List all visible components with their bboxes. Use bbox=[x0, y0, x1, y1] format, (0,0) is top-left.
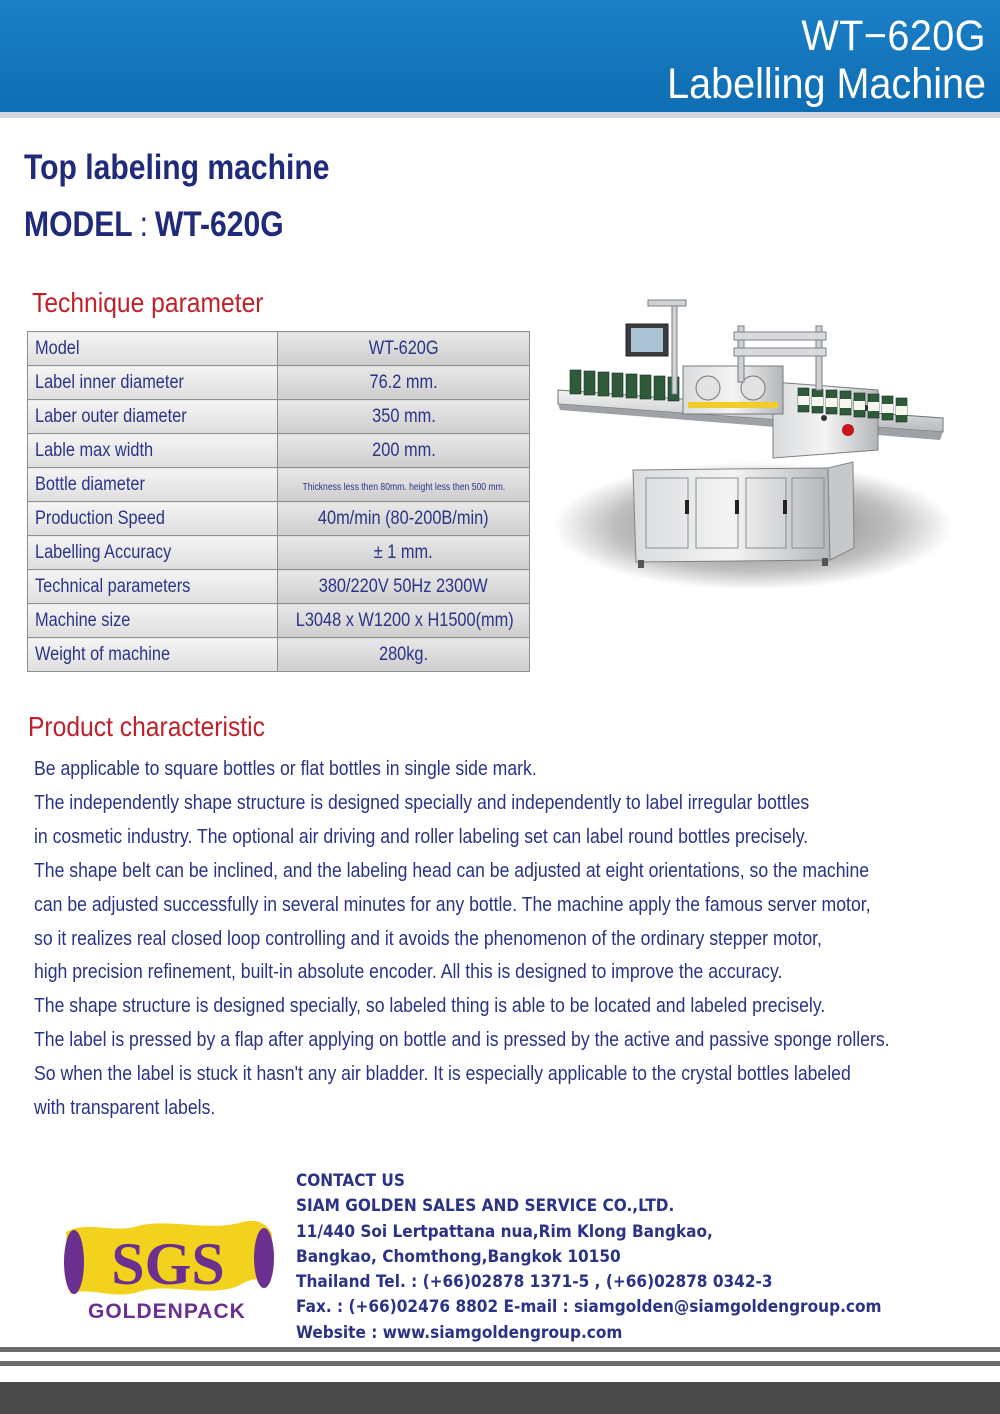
description-line: The independently shape structure is designed specially and independently to label irregular bottles bbox=[34, 790, 810, 814]
header-title bbox=[386, 12, 986, 108]
logo-mark: SGS bbox=[111, 1231, 225, 1297]
spec-value: 350 mm. bbox=[371, 405, 436, 427]
contact-block bbox=[296, 1168, 986, 1345]
spec-value: 280kg. bbox=[378, 643, 429, 665]
header-banner bbox=[0, 0, 1000, 118]
address-line: Bangkao, Chomthong,Bangkok 10150 bbox=[296, 1246, 621, 1266]
fax-email-line: Fax. : (+66)02476 8802 E-mail : siamgolden@siamgoldengroup.com bbox=[296, 1297, 882, 1317]
phone-line: Thailand Tel. : (+66)02878 1371-5 , (+66)02878 0342-3 bbox=[296, 1272, 773, 1292]
table-row bbox=[28, 502, 530, 536]
description-line: The label is pressed by a flap after applying on bottle and is pressed by the active and passive sponge rollers. bbox=[34, 1028, 890, 1052]
contact-heading: CONTACT US bbox=[296, 1171, 405, 1190]
model-value: WT-620G bbox=[154, 205, 284, 244]
table-row bbox=[28, 332, 530, 366]
spec-value: 40m/min (80-200B/min) bbox=[318, 507, 489, 529]
description-line: Be applicable to square bottles or flat bottles in single side mark. bbox=[34, 757, 537, 780]
description-line: high precision refinement, built-in absolute encoder. All this is designed to improve the accuracy. bbox=[34, 960, 783, 984]
description-line: So when the label is stuck it hasn't any air bladder. It is especially applicable to the crystal bottles labeled bbox=[34, 1062, 851, 1086]
table-row bbox=[28, 468, 530, 502]
header-product: Labelling Machine bbox=[667, 60, 986, 108]
description-line: can be adjusted successfully in several minutes for any bottle. The machine apply the famous server motor, bbox=[34, 892, 871, 916]
machine-image bbox=[548, 290, 958, 590]
spec-key: Lable max width bbox=[35, 439, 154, 461]
table-row bbox=[28, 604, 530, 638]
spec-key: Label inner diameter bbox=[35, 371, 184, 393]
spec-key: Laber outer diameter bbox=[35, 405, 187, 427]
page-title: Top labeling machine bbox=[24, 148, 330, 187]
spec-key: Bottle diameter bbox=[35, 473, 145, 495]
technique-heading: Technique parameter bbox=[32, 287, 264, 318]
table-row bbox=[28, 400, 530, 434]
table-row bbox=[28, 570, 530, 604]
logo-name: GOLDENPACK bbox=[88, 1300, 246, 1323]
spec-key: Model bbox=[35, 337, 80, 359]
table-row bbox=[28, 638, 530, 672]
spec-value: 76.2 mm. bbox=[369, 371, 438, 393]
footer-stripe bbox=[0, 1347, 1000, 1352]
model-label: MODEL bbox=[24, 205, 133, 244]
spec-key: Production Speed bbox=[35, 507, 165, 529]
footer-stripe bbox=[0, 1361, 1000, 1366]
description-line: The shape belt can be inclined, and the labeling head can be adjusted at eight orientations, so the machine bbox=[34, 858, 870, 882]
product-description bbox=[34, 752, 994, 1125]
description-line: so it realizes real closed loop controlling and it avoids the phenomenon of the ordinary stepper motor, bbox=[34, 926, 822, 950]
spec-key: Technical parameters bbox=[35, 575, 191, 597]
model-line bbox=[24, 205, 284, 245]
table-row bbox=[28, 434, 530, 468]
spec-value: 380/220V 50Hz 2300W bbox=[319, 575, 488, 597]
spec-value: L3048 x W1200 x H1500(mm) bbox=[295, 609, 514, 631]
table-row bbox=[28, 366, 530, 400]
spec-value: 200 mm. bbox=[371, 439, 436, 461]
spec-key: Labelling Accuracy bbox=[35, 541, 172, 563]
table-row bbox=[28, 536, 530, 570]
header-model: WT−620G bbox=[801, 12, 986, 60]
website-line: Website : www.siamgoldengroup.com bbox=[296, 1322, 623, 1342]
spec-key: Machine size bbox=[35, 609, 131, 631]
spec-key: Weight of machine bbox=[35, 643, 171, 665]
description-line: with transparent labels. bbox=[34, 1096, 216, 1120]
company-name: SIAM GOLDEN SALES AND SERVICE CO.,LTD. bbox=[296, 1196, 675, 1216]
description-line: The shape structure is designed specially, so labeled thing is able to be located and labeled precisely. bbox=[34, 994, 826, 1018]
address-line: 11/440 Soi Lertpattana nua,Rim Klong Bangkao, bbox=[296, 1221, 713, 1241]
spec-value: WT-620G bbox=[368, 337, 439, 359]
product-heading: Product characteristic bbox=[28, 711, 265, 742]
spec-table bbox=[27, 331, 530, 672]
description-line: in cosmetic industry. The optional air driving and roller labeling set can label round bottles precisely. bbox=[34, 824, 809, 848]
spec-value: Thickness less then 80mm. height less then 500 mm. bbox=[302, 481, 505, 493]
model-separator: : bbox=[139, 205, 148, 244]
spec-value: ± 1 mm. bbox=[374, 541, 433, 563]
footer-bar bbox=[0, 1382, 1000, 1414]
